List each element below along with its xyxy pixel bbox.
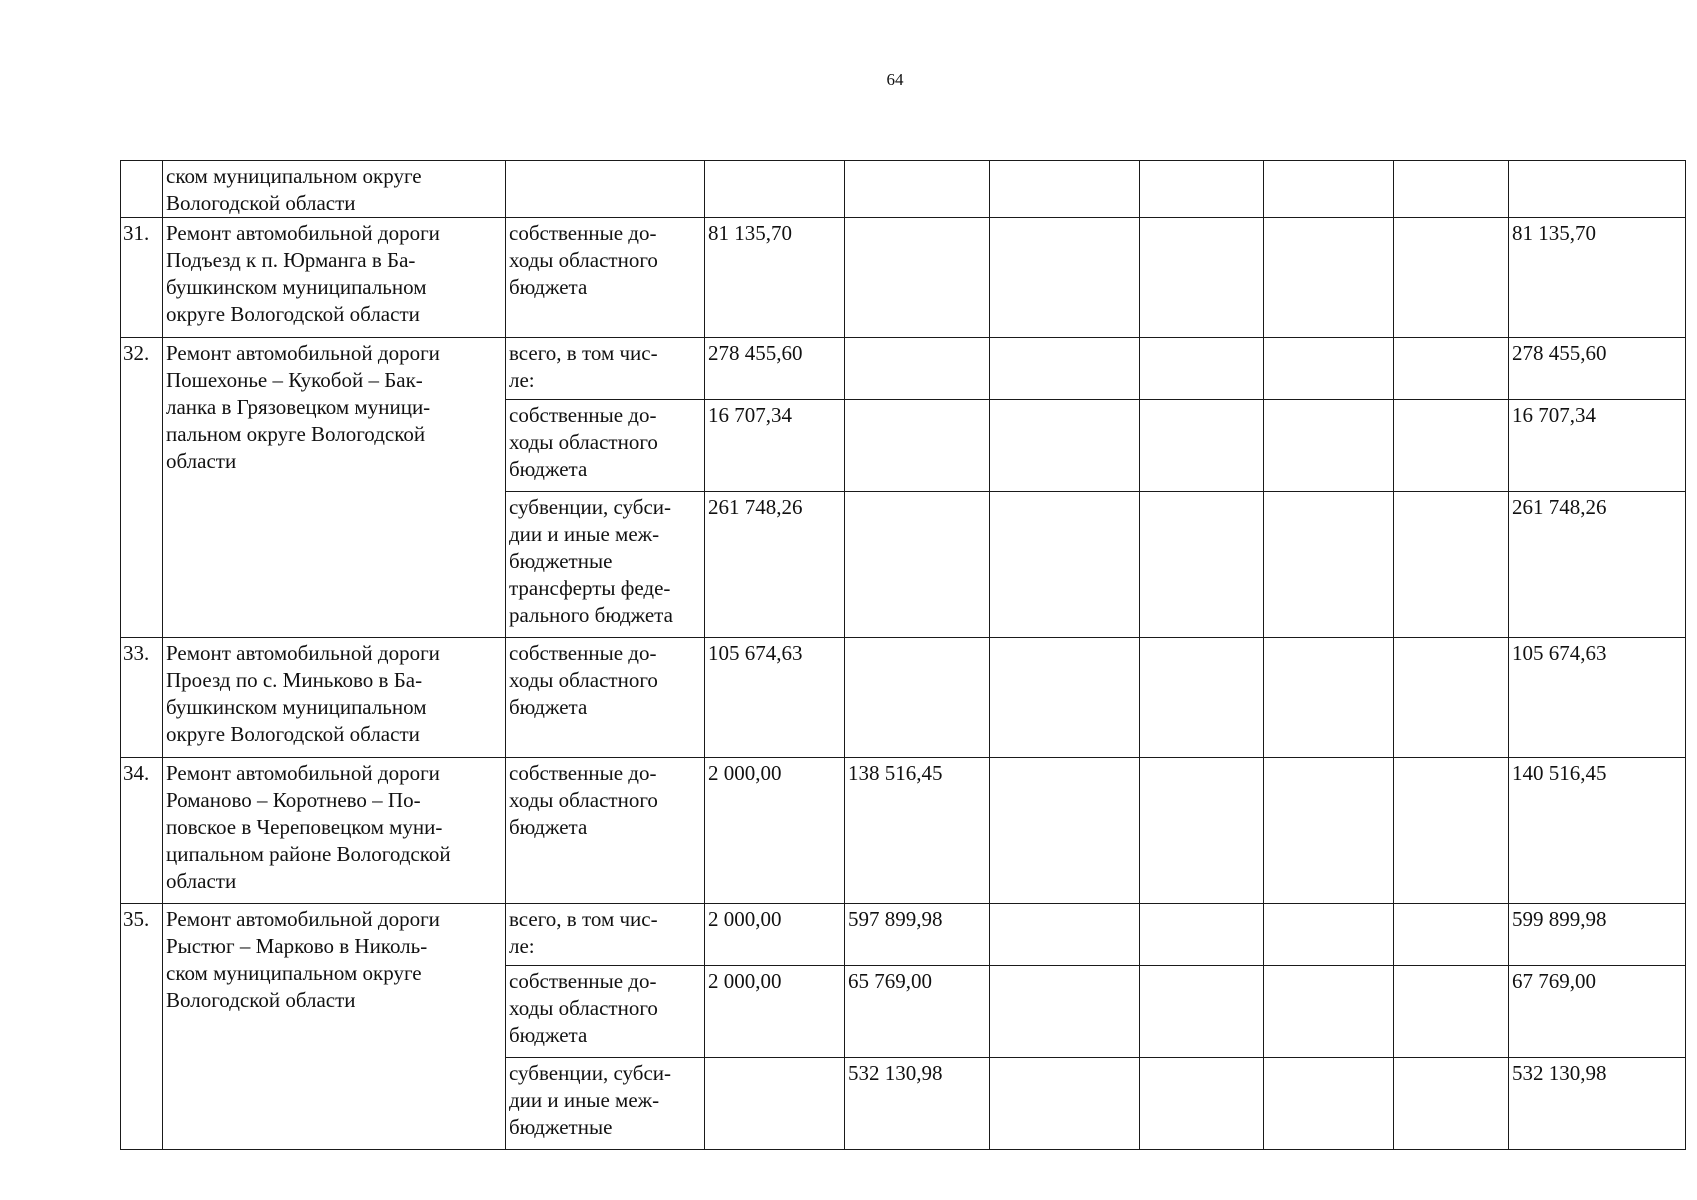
empty-amount-cell (1264, 338, 1394, 400)
amount-cell-2 (845, 638, 990, 758)
row-number-cell: 35. (121, 904, 163, 1150)
funding-source-cell: собственные до- ходы областного бюджета (506, 218, 705, 338)
total-amount-cell: 599 899,98 (1509, 904, 1686, 966)
funding-source-cell: субвенции, субси- дии и иные меж- бюджетные (506, 1058, 705, 1150)
empty-amount-cell (1394, 400, 1509, 492)
object-name-cell: Ремонт автомобильной дороги Подъезд к п. Юрманга в Ба- бушкинском муниципальном округе Вологодской области (163, 218, 506, 338)
object-name-cell: Ремонт автомобильной дороги Романово – Коротнево – По- повское в Череповецком муни- ципальном районе Вологодской области (163, 758, 506, 904)
empty-amount-cell (1140, 904, 1264, 966)
empty-amount-cell (1394, 758, 1509, 904)
empty-amount-cell (1140, 966, 1264, 1058)
empty-amount-cell (1264, 1058, 1394, 1150)
empty-amount-cell (1394, 1058, 1509, 1150)
empty-amount-cell (990, 161, 1140, 218)
total-amount-cell: 105 674,63 (1509, 638, 1686, 758)
empty-amount-cell (1140, 492, 1264, 638)
amount-cell-2: 532 130,98 (845, 1058, 990, 1150)
amount-cell-1: 16 707,34 (705, 400, 845, 492)
total-amount-cell: 261 748,26 (1509, 492, 1686, 638)
table-row (121, 638, 1686, 758)
amount-cell-2 (845, 492, 990, 638)
empty-amount-cell (1264, 638, 1394, 758)
empty-amount-cell (990, 338, 1140, 400)
table-body (121, 161, 1686, 1150)
funding-source-cell: всего, в том чис- ле: (506, 338, 705, 400)
funding-source-cell (506, 161, 705, 218)
amount-cell-1: 81 135,70 (705, 218, 845, 338)
amount-cell-1 (705, 1058, 845, 1150)
empty-amount-cell (1140, 338, 1264, 400)
total-amount-cell (1509, 161, 1686, 218)
amount-cell-1: 2 000,00 (705, 758, 845, 904)
row-number-cell (121, 161, 163, 218)
empty-amount-cell (990, 966, 1140, 1058)
empty-amount-cell (990, 758, 1140, 904)
empty-amount-cell (990, 638, 1140, 758)
amount-cell-2: 138 516,45 (845, 758, 990, 904)
empty-amount-cell (1394, 161, 1509, 218)
empty-amount-cell (1264, 966, 1394, 1058)
amount-cell-1: 2 000,00 (705, 966, 845, 1058)
row-number-cell: 33. (121, 638, 163, 758)
funding-source-cell: собственные до- ходы областного бюджета (506, 966, 705, 1058)
amount-cell-1 (705, 161, 845, 218)
funding-source-cell: субвенции, субси- дии и иные меж- бюджетные трансферты феде- рального бюджета (506, 492, 705, 638)
empty-amount-cell (1140, 218, 1264, 338)
amount-cell-2 (845, 400, 990, 492)
empty-amount-cell (990, 904, 1140, 966)
empty-amount-cell (990, 492, 1140, 638)
object-name-cell: Ремонт автомобильной дороги Пошехонье – Кукобой – Бак- ланка в Грязовецком муници- пальном округе Вологодской области (163, 338, 506, 638)
total-amount-cell: 140 516,45 (1509, 758, 1686, 904)
empty-amount-cell (1264, 904, 1394, 966)
amount-cell-2 (845, 338, 990, 400)
empty-amount-cell (1140, 1058, 1264, 1150)
amount-cell-2: 597 899,98 (845, 904, 990, 966)
amount-cell-1: 105 674,63 (705, 638, 845, 758)
total-amount-cell: 532 130,98 (1509, 1058, 1686, 1150)
table-row (121, 338, 1686, 400)
empty-amount-cell (1140, 758, 1264, 904)
empty-amount-cell (1264, 758, 1394, 904)
row-number-cell: 32. (121, 338, 163, 638)
amount-cell-2 (845, 218, 990, 338)
object-name-cell: Ремонт автомобильной дороги Проезд по с. Миньково в Ба- бушкинском муниципальном округе Вологодской области (163, 638, 506, 758)
funding-source-cell: собственные до- ходы областного бюджета (506, 400, 705, 492)
total-amount-cell: 16 707,34 (1509, 400, 1686, 492)
amount-cell-2: 65 769,00 (845, 966, 990, 1058)
amount-cell-1: 278 455,60 (705, 338, 845, 400)
empty-amount-cell (990, 1058, 1140, 1150)
empty-amount-cell (1264, 218, 1394, 338)
empty-amount-cell (1394, 492, 1509, 638)
empty-amount-cell (1264, 492, 1394, 638)
object-name-cell: ском муниципальном округе Вологодской области (163, 161, 506, 218)
page-number: 64 (886, 70, 904, 89)
total-amount-cell: 67 769,00 (1509, 966, 1686, 1058)
empty-amount-cell (1394, 966, 1509, 1058)
amount-cell-2 (845, 161, 990, 218)
empty-amount-cell (990, 400, 1140, 492)
total-amount-cell: 278 455,60 (1509, 338, 1686, 400)
funding-source-cell: собственные до- ходы областного бюджета (506, 638, 705, 758)
empty-amount-cell (1140, 400, 1264, 492)
empty-amount-cell (1264, 161, 1394, 218)
amount-cell-1: 261 748,26 (705, 492, 845, 638)
total-amount-cell: 81 135,70 (1509, 218, 1686, 338)
table-row (121, 904, 1686, 966)
row-number-cell: 34. (121, 758, 163, 904)
funding-source-cell: собственные до- ходы областного бюджета (506, 758, 705, 904)
empty-amount-cell (1394, 904, 1509, 966)
empty-amount-cell (1394, 338, 1509, 400)
empty-amount-cell (1394, 218, 1509, 338)
empty-amount-cell (1140, 638, 1264, 758)
funding-source-cell: всего, в том чис- ле: (506, 904, 705, 966)
object-name-cell: Ремонт автомобильной дороги Рыстюг – Марково в Николь- ском муниципальном округе Вологодской области (163, 904, 506, 1150)
empty-amount-cell (1140, 161, 1264, 218)
amount-cell-1: 2 000,00 (705, 904, 845, 966)
empty-amount-cell (1264, 400, 1394, 492)
table-row (121, 161, 1686, 218)
empty-amount-cell (1394, 638, 1509, 758)
budget-table (120, 160, 1686, 1150)
row-number-cell: 31. (121, 218, 163, 338)
table-row (121, 758, 1686, 904)
table-row (121, 218, 1686, 338)
empty-amount-cell (990, 218, 1140, 338)
